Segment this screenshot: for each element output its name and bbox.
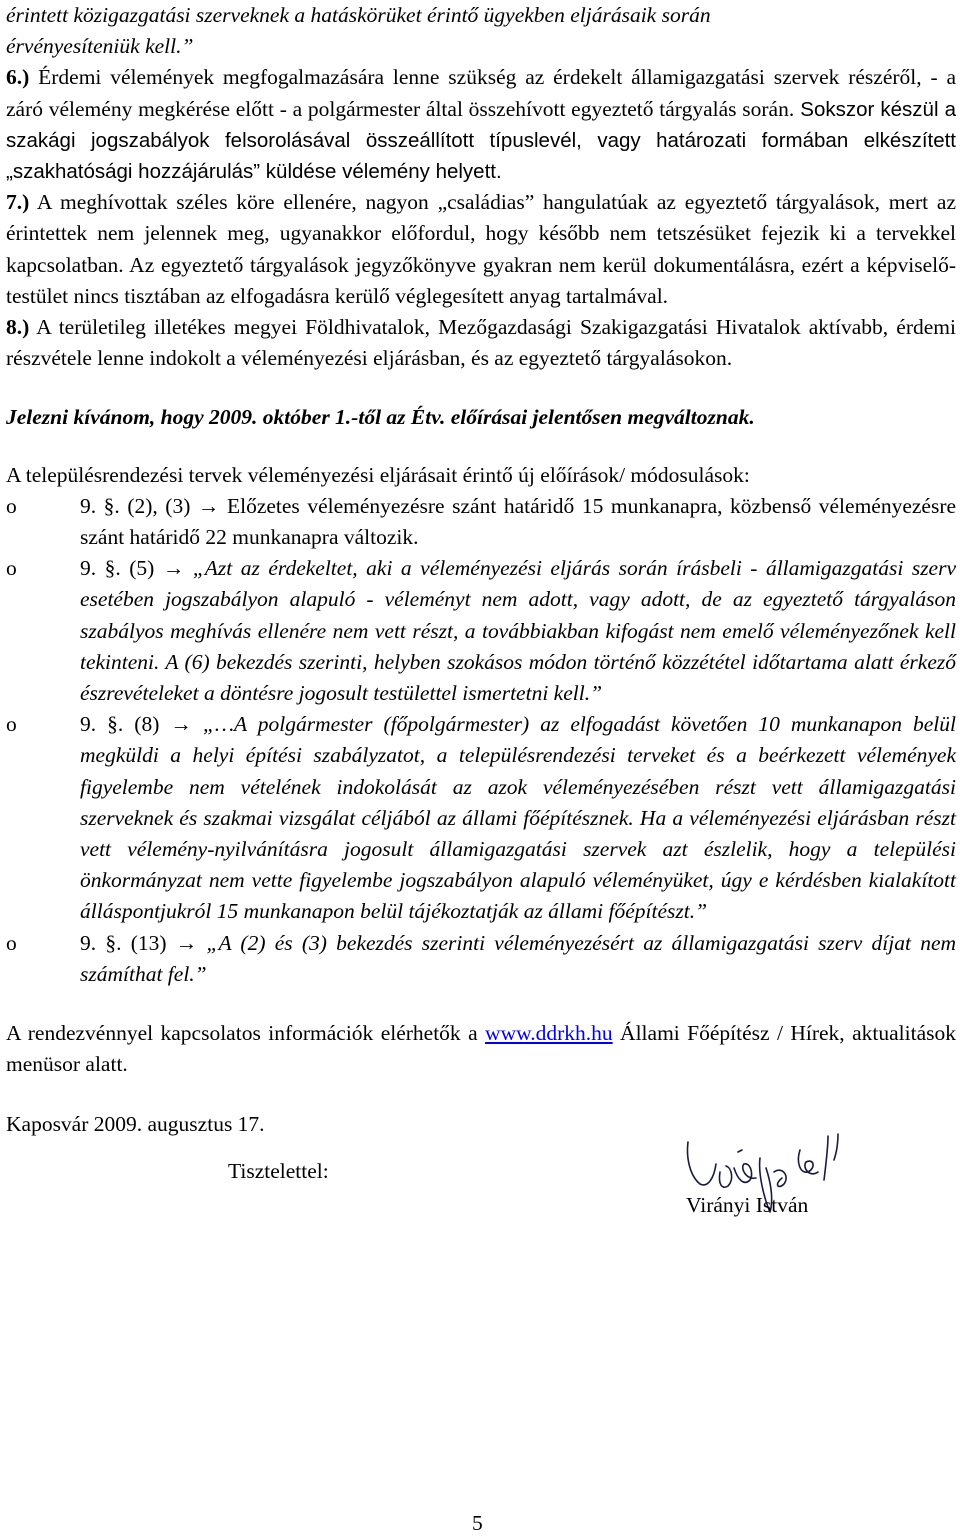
bullet-reference: 9. §. (2), (3) (80, 493, 191, 518)
continued-quote (6, 0, 956, 62)
list-item (6, 928, 956, 990)
quote-line-1: érintett közigazgatási szerveknek a hatáskörüket érintő ügyekben eljárásaik során (6, 3, 711, 27)
paragraph-8 (6, 312, 956, 374)
bullet-mark: o (6, 493, 17, 518)
list-item (6, 553, 956, 709)
bullet-mark: o (6, 930, 17, 955)
paragraph-7-text-1: A meghívottak széles köre ellenére, nagyon „családias” hangulatúak az egyeztető tárgyalások, mert az érintettek nem jelennek meg, ugyanakkor előfordul, hogy később nem tetszésüket fejezik ki a tervekkel kapcsolatban. (6, 190, 956, 277)
bullet-reference: 9. §. (13) (80, 930, 167, 955)
notice-heading: Jelezni kívánom, hogy 2009. október 1.-től az Étv. előírásai jelentősen megváltoznak. (6, 405, 755, 430)
bullet-reference: 9. §. (5) (80, 556, 155, 581)
bullet-text: „A (2) és (3) bekezdés szerinti véleményezésért az államigazgatási szerv díjat nem számíthat fel.” (80, 930, 957, 986)
paragraph-8-text: A területileg illetékes megyei Földhivatalok, Mezőgazdasági Szakigazgatási Hivatalok aktívabb, érdemi részvétele lenne indokolt a véleményezési eljárásban, és az egyeztető tárgyalásokon. (6, 315, 956, 371)
paragraph-6-number: 6.) (6, 65, 30, 90)
place-date: Kaposvár 2009. augusztus 17. (6, 1111, 265, 1136)
document-page (6, 0, 956, 1250)
page-number: 5 (472, 1511, 483, 1535)
right-arrow-icon: → (162, 556, 185, 581)
bullet-text: „Azt az érdekeltet, aki a véleményezési eljárás során írásbeli - államigazgatási szerv esetében jogszabályon alapuló - véleményt nem adott, vagy adott, de az egyeztető tárgyaláson szabályos meghívás ellenére nem vett részt, a továbbiakban kifogást nem emelő véleményezőnek kell tekinteni. A (6) bekezdés szerinti, helyben szokásos módon történő közzététel időtartama alatt érkező észrevételeket a döntésre jogosult testülettel ismertetni kell.” (80, 556, 957, 706)
paragraph-7 (6, 187, 956, 312)
changes-intro: A településrendezési tervek véleményezési eljárásait érintő új előírások/ módosulások: (6, 462, 750, 487)
quote-line-2: érvényesíteniük kell.” (6, 34, 194, 59)
bullet-mark: o (6, 556, 17, 581)
right-arrow-icon: → (170, 712, 192, 737)
list-item (6, 709, 956, 927)
right-arrow-icon: → (197, 493, 220, 518)
paragraph-6-text-2: Sokszor készül a szakági jogszabályok felsorolásával összeállított típuslevél, vagy határozati formában elkészített „szakhatósági hozzájárulás” küldése vélemény helyett. (6, 97, 956, 184)
list-item (6, 491, 956, 553)
signer-name: Virányi István (686, 1192, 809, 1217)
bullet-text: „…A polgármester (főpolgármester) az elfogadást követően 10 munkanapon belül megküldi a helyi építési szabályzatot, a településrendezési terveket és a beérkezett vélemények figyelembe nem vételének indokolását az azok véleményezésében részt vett államigazgatási szerveknek és szakmai vizsgálat céljából az állami főépítésznek. Ha a véleményezési eljárásban részt vett vélemény-nyilvánításra jogosult államigazgatási szervek azt észlelik, hogy a települési önkormányzat nem vette figyelembe jogszabályon alapuló véleményüket, úgy e kérdésben kialakított álláspontjukról 15 munkanapon belül tájékoztatják az állami főépítészt.” (80, 712, 956, 924)
bullet-mark: o (6, 712, 17, 737)
info-text-before: A rendezvénnyel kapcsolatos információk elérhetők a (6, 1021, 486, 1046)
website-link[interactable]: www.ddrkh.hu (485, 1021, 613, 1046)
paragraph-6-text-1: Érdemi vélemények megfogalmazására lenne szükség az érdekelt államigazgatási szervek részéről, - a záró vélemény megkérése előtt - a polgármester által összehívott egyeztető tárgyalás során. (6, 65, 956, 121)
info-text-after: Állami Főépítész / Hírek, aktualitások menüsor alatt. (6, 1021, 956, 1077)
info-paragraph (6, 1018, 956, 1080)
paragraph-7-text-2: Az egyeztető tárgyalások jegyzőkönyve gyakran nem kerül dokumentálásra, ezért a képviselő- testület nincs tisztában az elfogadásra kerülő véglegesített anyag tartalmával. (6, 252, 956, 308)
bullet-text: Előzetes véleményezésre szánt határidő 15 munkanapra, közbenső véleményezésre szánt határidő 22 munkanapra változik. (80, 493, 957, 550)
bullet-reference: 9. §. (8) (80, 712, 160, 737)
signature-block (6, 1140, 956, 1250)
paragraph-8-number: 8.) (6, 315, 30, 340)
right-arrow-icon: → (175, 930, 198, 955)
greeting: Tisztelettel: (228, 1158, 329, 1183)
paragraph-7-number: 7.) (6, 190, 30, 215)
paragraph-6 (6, 62, 956, 187)
